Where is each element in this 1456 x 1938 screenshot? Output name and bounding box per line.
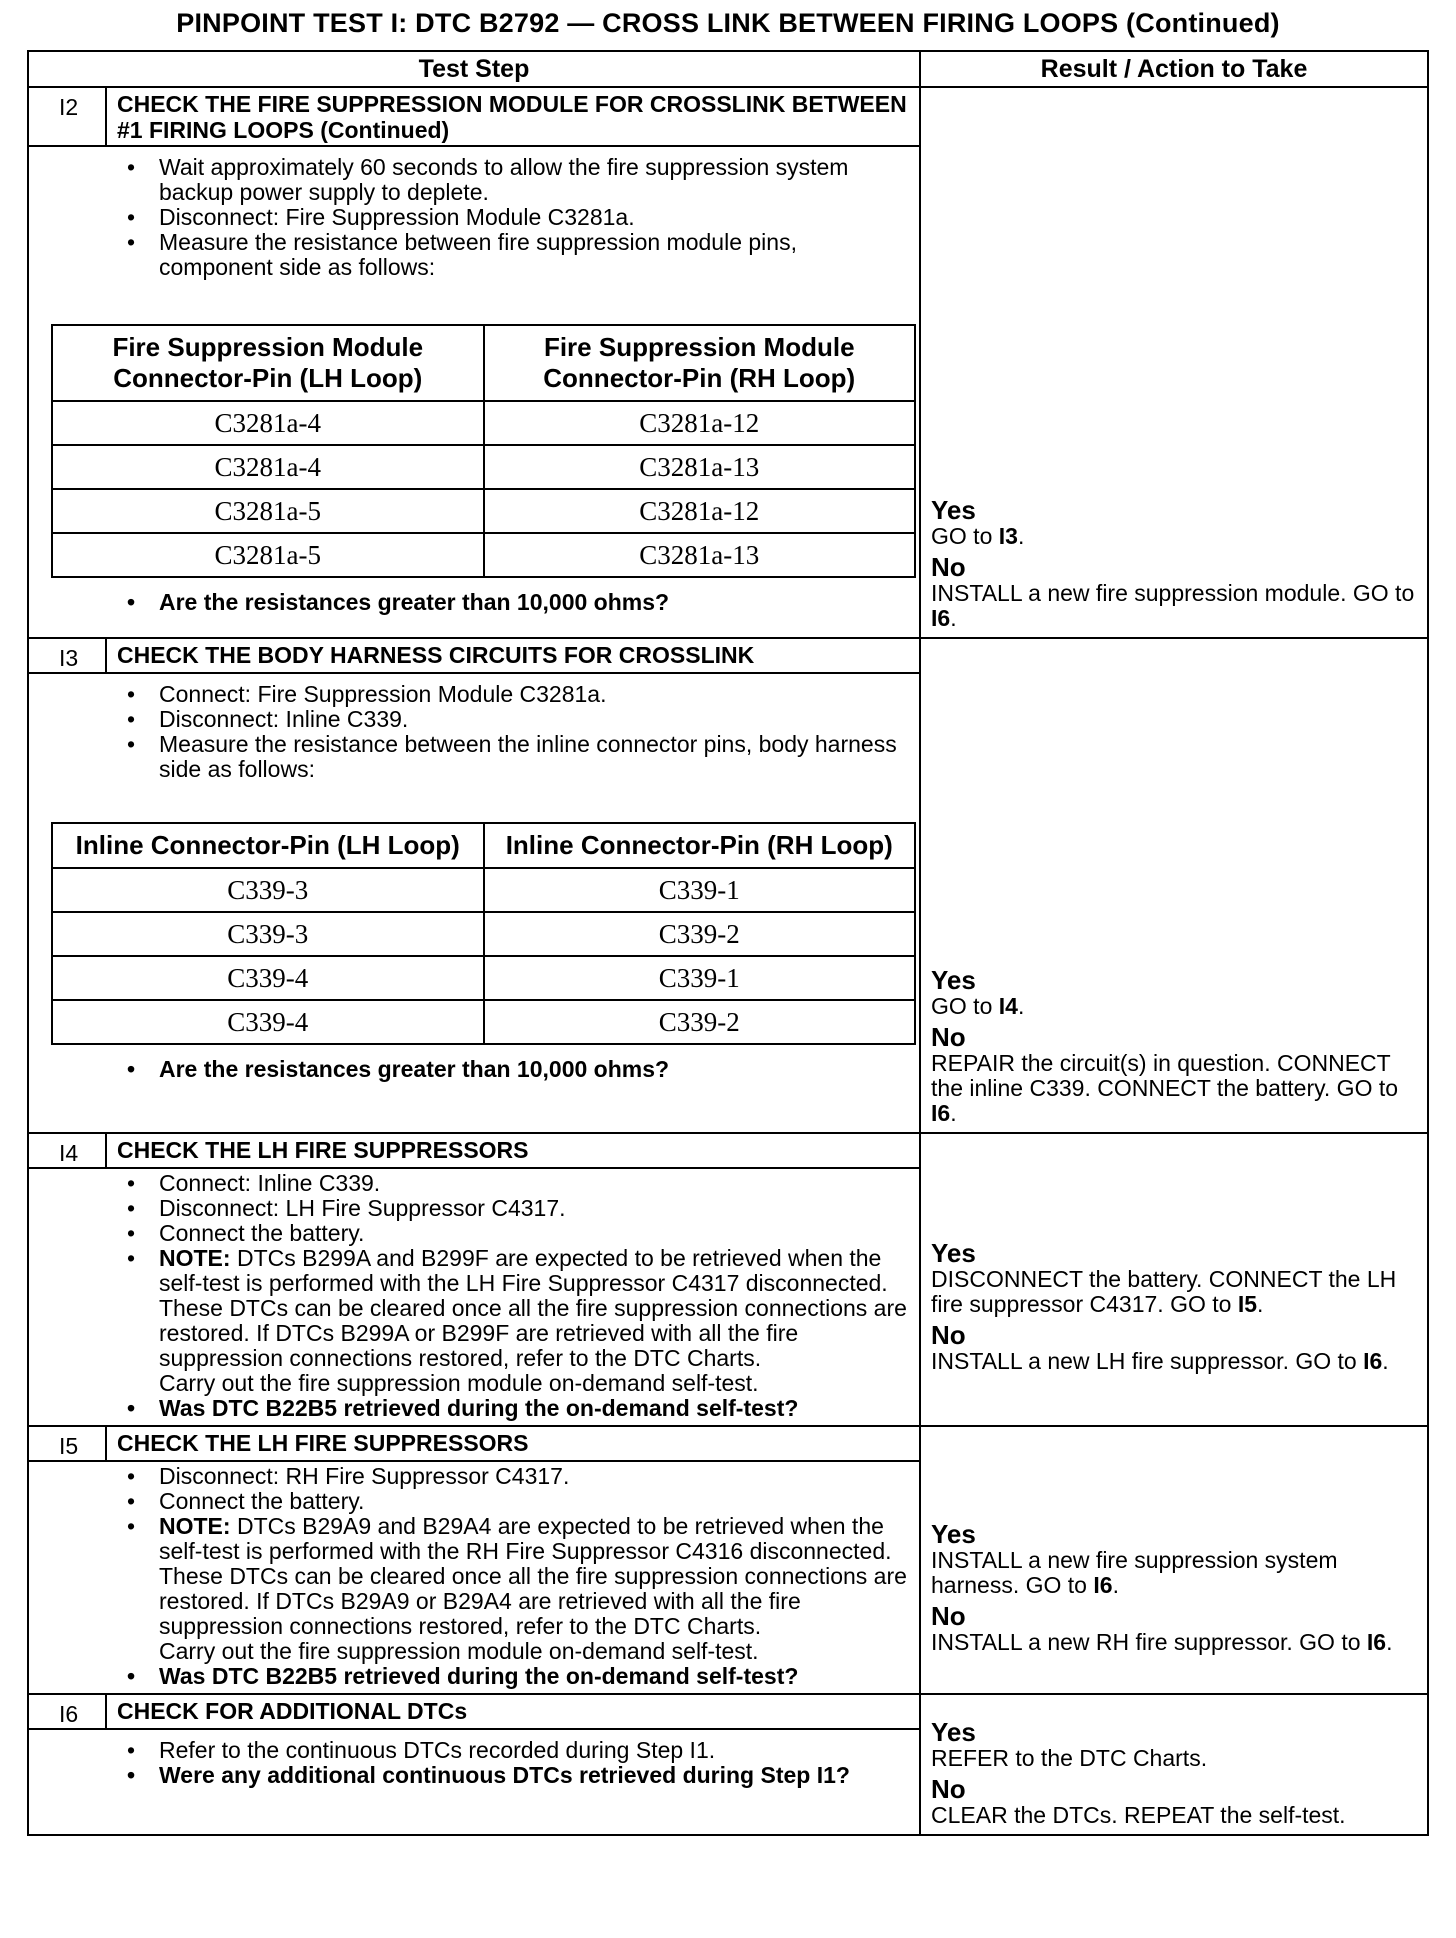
yes-label: Yes (931, 1717, 976, 1747)
list-item: • Connect the battery. (39, 1221, 909, 1246)
step-i5-body (28, 1461, 920, 1694)
list-item: • Disconnect: LH Fire Suppressor C4317. (39, 1196, 909, 1221)
step-i3-result (920, 638, 1428, 1133)
step-i6-title-row (28, 1694, 1428, 1729)
table-row (52, 956, 915, 1000)
table-row (52, 868, 915, 912)
yes-action: GO to I4. (931, 993, 1025, 1019)
step-title: CHECK THE LH FIRE SUPPRESSORS (106, 1133, 920, 1168)
step-i4-title-row (28, 1133, 1428, 1168)
step-title: CHECK FOR ADDITIONAL DTCs (106, 1694, 920, 1729)
no-label: No (931, 1600, 966, 1631)
table-row (52, 912, 915, 956)
question: • Was DTC B22B5 retrieved during the on-demand self-test? (39, 1396, 909, 1421)
yes-action: REFER to the DTC Charts. (931, 1745, 1208, 1771)
yes-label: Yes (931, 965, 976, 995)
step-title: CHECK THE FIRE SUPPRESSION MODULE FOR CROSSLINK BETWEEN #1 FIRING LOOPS (Continued) (106, 87, 920, 146)
list-item: • Disconnect: RH Fire Suppressor C4317. (39, 1464, 909, 1489)
step-i2-title-row (28, 87, 1428, 146)
question: • Were any additional continuous DTCs retrieved during Step I1? (39, 1763, 909, 1788)
table-row (52, 533, 915, 577)
question: • Are the resistances greater than 10,000 ohms? (39, 590, 909, 615)
step-i5-result (920, 1426, 1428, 1694)
step-id: I3 (28, 638, 106, 673)
result-header: Result / Action to Take (920, 51, 1428, 87)
step-id: I2 (28, 87, 106, 146)
table-header: Fire Suppression Module Connector-Pin (RH Loop) (484, 325, 916, 401)
header-row (28, 51, 1428, 87)
table-cell: C339-2 (484, 1000, 916, 1044)
yes-label: Yes (931, 1518, 976, 1549)
step-i2-result (920, 87, 1428, 638)
table-header: Inline Connector-Pin (LH Loop) (52, 823, 484, 868)
pinpoint-test-table (27, 50, 1429, 1836)
list-item: • Disconnect: Fire Suppression Module C3281a. (39, 205, 909, 230)
no-label: No (931, 552, 966, 582)
no-action: INSTALL a new RH fire suppressor. GO to I6. (931, 1628, 1393, 1655)
table-cell: C339-2 (484, 912, 916, 956)
table-cell: C339-1 (484, 868, 916, 912)
table-cell: C3281a-4 (52, 445, 484, 489)
table-cell: C339-4 (52, 956, 484, 1000)
no-action: INSTALL a new fire suppression module. GO to I6. (931, 580, 1415, 631)
step-title: CHECK THE LH FIRE SUPPRESSORS (106, 1426, 920, 1461)
table-row (52, 1000, 915, 1044)
no-label: No (931, 1774, 966, 1804)
table-cell: C339-4 (52, 1000, 484, 1044)
step-title: CHECK THE BODY HARNESS CIRCUITS FOR CROSSLINK (106, 638, 920, 673)
list-item: • Measure the resistance between the inline connector pins, body harness side as follows: (39, 732, 909, 782)
note-item: • NOTE: DTCs B29A9 and B29A4 are expected to be retrieved when the self-test is performed with the RH Fire Suppressor C4316 disconnected. These DTCs can be cleared once all the fire suppression connections are restored. If DTCs B29A9 or B29A4 are retrieved with all the fire suppression connections restored, refer to the DTC Charts. (39, 1514, 909, 1639)
yes-label: Yes (931, 1238, 976, 1268)
pin-table (51, 822, 916, 1045)
table-cell: C3281a-13 (484, 533, 916, 577)
step-i6-body (28, 1729, 920, 1835)
table-cell: C3281a-13 (484, 445, 916, 489)
step-i3-title-row (28, 638, 1428, 673)
table-row (52, 489, 915, 533)
yes-action: GO to I3. (931, 523, 1025, 549)
table-cell: C3281a-5 (52, 489, 484, 533)
table-cell: C339-3 (52, 912, 484, 956)
yes-action: DISCONNECT the battery. CONNECT the LH fire suppressor C4317. GO to I5. (931, 1266, 1397, 1317)
yes-action: INSTALL a new fire suppression system harness. GO to I6. (931, 1546, 1338, 1598)
step-i2-body (28, 146, 920, 638)
no-label: No (931, 1320, 966, 1350)
list-item: • Refer to the continuous DTCs recorded during Step I1. (39, 1738, 909, 1763)
step-id: I5 (28, 1426, 106, 1461)
list-item: • Wait approximately 60 seconds to allow the fire suppression system backup power supply to deplete. (39, 155, 909, 205)
list-item: • Connect the battery. (39, 1489, 909, 1514)
list-item: • Connect: Fire Suppression Module C3281a. (39, 682, 909, 707)
table-cell: C339-1 (484, 956, 916, 1000)
table-cell: C3281a-5 (52, 533, 484, 577)
step-i5-title-row (28, 1426, 1428, 1461)
list-item: • Connect: Inline C339. (39, 1171, 909, 1196)
carry-out-text: Carry out the fire suppression module on-demand self-test. (159, 1370, 759, 1396)
table-row (52, 445, 915, 489)
table-cell: C3281a-4 (52, 401, 484, 445)
yes-label: Yes (931, 495, 976, 525)
carry-out-text: Carry out the fire suppression module on-demand self-test. (159, 1638, 759, 1664)
no-action: CLEAR the DTCs. REPEAT the self-test. (931, 1802, 1346, 1828)
step-id: I6 (28, 1694, 106, 1729)
no-action: REPAIR the circuit(s) in question. CONNECT the inline C339. CONNECT the battery. GO to I6. (931, 1050, 1399, 1126)
step-i4-result (920, 1133, 1428, 1426)
question: • Are the resistances greater than 10,000 ohms? (39, 1057, 909, 1082)
list-item: • Measure the resistance between fire suppression module pins, component side as follows: (39, 230, 909, 280)
table-header: Fire Suppression Module Connector-Pin (LH Loop) (52, 325, 484, 401)
note-item: • NOTE: DTCs B299A and B299F are expected to be retrieved when the self-test is performed with the LH Fire Suppressor C4317 disconnected. These DTCs can be cleared once all the fire suppression connections are restored. If DTCs B299A or B299F are retrieved with all the fire suppression connections restored, refer to the DTC Charts. (39, 1246, 909, 1371)
table-cell: C3281a-12 (484, 401, 916, 445)
list-item: • Disconnect: Inline C339. (39, 707, 909, 732)
table-cell: C339-3 (52, 868, 484, 912)
table-row (52, 401, 915, 445)
test-step-header: Test Step (28, 51, 920, 87)
no-label: No (931, 1022, 966, 1052)
no-action: INSTALL a new LH fire suppressor. GO to I6. (931, 1348, 1389, 1374)
step-id: I4 (28, 1133, 106, 1168)
step-i6-result (920, 1694, 1428, 1835)
question: • Was DTC B22B5 retrieved during the on-demand self-test? (39, 1664, 909, 1689)
step-i3-body (28, 673, 920, 1133)
pin-table (51, 324, 916, 578)
step-i4-body (28, 1168, 920, 1426)
page-title: PINPOINT TEST I: DTC B2792 — CROSS LINK BETWEEN FIRING LOOPS (Continued) (176, 8, 1280, 38)
table-header: Inline Connector-Pin (RH Loop) (484, 823, 916, 868)
table-cell: C3281a-12 (484, 489, 916, 533)
